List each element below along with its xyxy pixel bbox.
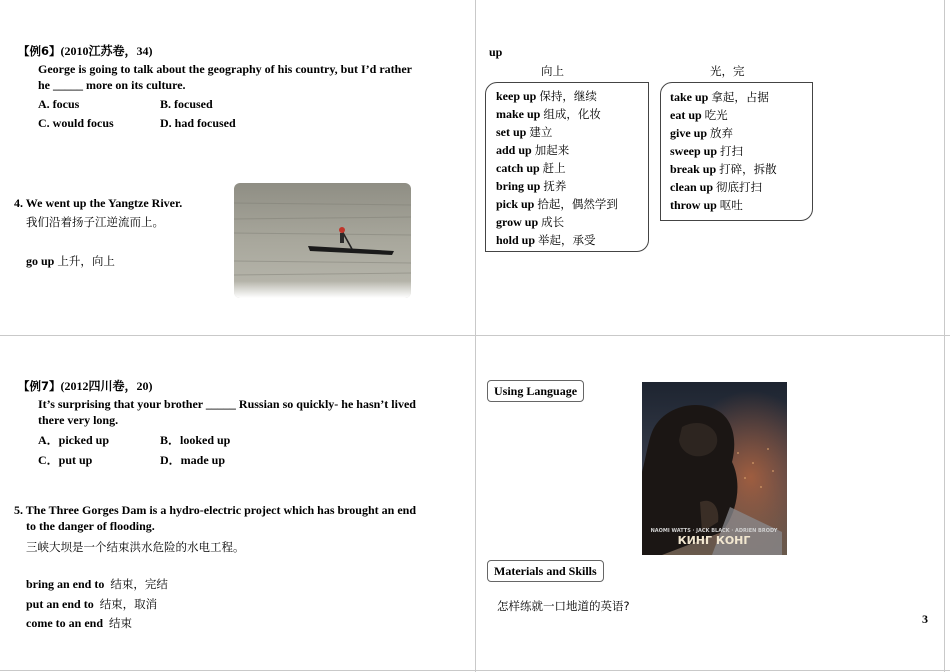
- example-sentence-cont: to the danger of flooding.: [26, 519, 155, 533]
- list-item: sweep up 打扫: [670, 144, 744, 158]
- list-item: catch up 赶上: [496, 161, 566, 175]
- list-item: hold up 举起，承受: [496, 233, 596, 247]
- example-label: 【例6】: [18, 44, 61, 58]
- list-item: throw up 呕吐: [670, 198, 743, 212]
- sentence-translation: 我们沿着扬子江逆流而上。: [26, 215, 164, 229]
- list-item: make up 组成，化妆: [496, 107, 601, 121]
- poster-title: КИНГ КОНГ: [677, 534, 751, 547]
- list-item: add up 加起来: [496, 143, 570, 157]
- option-b: B. focused: [160, 97, 213, 111]
- example-sentence: 5. The Three Gorges Dam is a hydro-electric project which has brought an end: [14, 503, 416, 517]
- example-label: 【例7】: [18, 379, 61, 393]
- phrase-zh: 结束，完结: [110, 577, 168, 591]
- option-a: A. focus: [38, 97, 80, 111]
- example-source: (2010江苏卷，34): [60, 44, 153, 58]
- example-source: (2012四川卷，20): [60, 379, 153, 393]
- list-item: set up 建立: [496, 125, 553, 139]
- phrase-en: come to an end: [26, 616, 103, 630]
- divider-vertical: [475, 0, 476, 672]
- phrase-en: put an end to: [26, 597, 94, 611]
- question-stem-line: George is going to talk about the geography of his country, but I’d rather: [38, 62, 413, 76]
- phrase-go-up: [26, 253, 115, 269]
- river-photo: [234, 183, 411, 298]
- left-column-header: 向上: [541, 64, 564, 78]
- list-item: grow up 成长: [496, 215, 565, 229]
- materials-and-skills-label: Materials and Skills: [487, 560, 604, 582]
- example-7-header: [18, 377, 153, 394]
- border-right: [944, 0, 945, 672]
- boat-on-river-image: [234, 183, 411, 298]
- list-item: take up 拿起，占据: [670, 90, 769, 104]
- option-c: C．put up: [38, 453, 93, 467]
- king-kong-poster: [642, 382, 787, 555]
- list-item: eat up 吃光: [670, 108, 728, 122]
- page-number: 3: [922, 612, 928, 626]
- list-item: keep up 保持，继续: [496, 89, 597, 103]
- using-language-label: Using Language: [487, 380, 584, 402]
- example-6-header: [18, 42, 153, 59]
- right-column-header: 光，完: [710, 64, 745, 78]
- phrase-en: go up: [26, 254, 55, 268]
- phrase-zh: 结束，取消: [99, 597, 158, 611]
- phrase-zh: 上升，向上: [57, 254, 115, 268]
- question-stem-line: he _____ more on its culture.: [38, 78, 186, 92]
- up-meaning-list-right: [660, 82, 813, 221]
- phrase-come-to-an-end: [26, 615, 132, 631]
- list-item: give up 放弃: [670, 126, 734, 140]
- option-d: D. had focused: [160, 116, 236, 130]
- option-a: A．picked up: [38, 433, 110, 447]
- list-item: pick up 拾起，偶然学到: [496, 197, 618, 211]
- question-stem-line: It’s surprising that your brother _____ Russian so quickly- he hasn’t lived: [38, 397, 416, 411]
- list-item: clean up 彻底打扫: [670, 180, 763, 194]
- option-d: D．made up: [160, 453, 226, 467]
- example-sentence: 4. We went up the Yangtze River.: [14, 196, 183, 210]
- up-meaning-list-left: [485, 82, 649, 252]
- question-text: 怎样练就一口地道的英语?: [497, 599, 630, 613]
- phrase-put-an-end-to: [26, 596, 157, 612]
- option-c: C. would focus: [38, 116, 114, 130]
- phrase-zh: 结束: [109, 616, 132, 630]
- option-b: B．looked up: [160, 433, 231, 447]
- divider-horizontal: [0, 335, 950, 336]
- border-bottom: [0, 670, 950, 671]
- list-item: bring up 抚养: [496, 179, 567, 193]
- phrase-en: bring an end to: [26, 577, 105, 591]
- question-stem-line: there very long.: [38, 413, 119, 427]
- phrase-bring-an-end-to: [26, 576, 168, 592]
- list-item: break up 打碎，拆散: [670, 162, 777, 176]
- poster-image: [642, 382, 787, 555]
- svg-text:NAOMI WATTS · JACK BLACK · ADR: NAOMI WATTS · JACK BLACK · ADRIEN BRODY: [650, 528, 778, 534]
- sentence-translation: 三峡大坝是一个结束洪水危险的水电工程。: [26, 540, 245, 554]
- section-title-up: up: [489, 45, 503, 59]
